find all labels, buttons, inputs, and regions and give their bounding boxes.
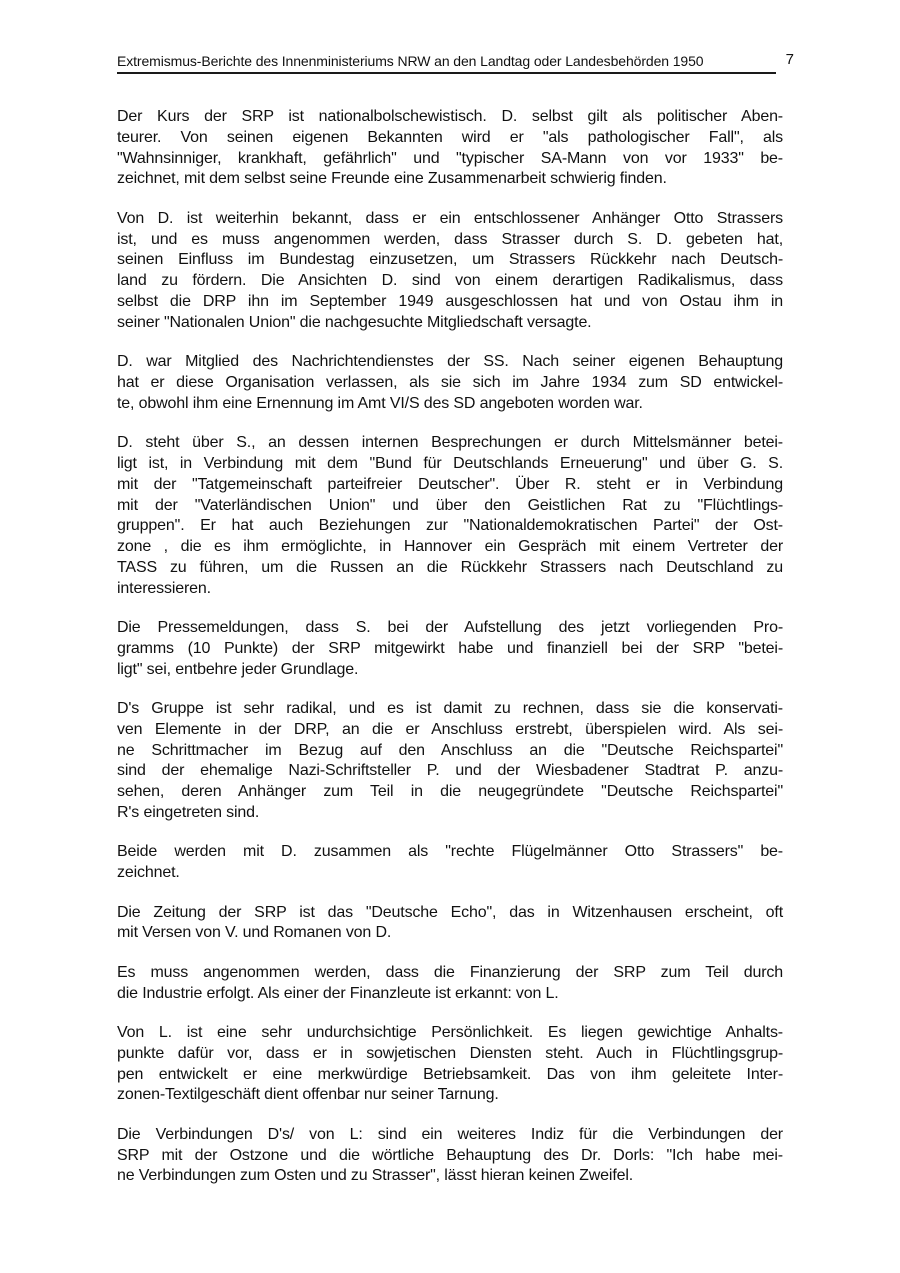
text-line: "Wahnsinniger, krankhaft, gefährlich" und "typischer SA-Mann von vor 1933" be- [117, 149, 783, 167]
document-body [117, 107, 783, 1187]
text-line: gruppen". Er hat auch Beziehungen zur "Nationaldemokratischen Partei" der Ost- [117, 517, 783, 535]
text-line: SRP mit der Ostzone und die wörtliche Behauptung des Dr. Dorls: "Ich habe mei- [117, 1146, 783, 1164]
text-line: zonen-Textilgeschäft dient offenbar nur seiner Tarnung. [117, 1086, 499, 1104]
text-line: D. steht über S., an dessen internen Besprechungen er durch Mittelsmänner betei- [117, 434, 783, 452]
text-line: ven Elemente in der DRP, an die er Anschluss erstrebt, überspielen wird. Als sei- [117, 720, 783, 738]
text-line: mit der "Tatgemeinschaft parteifreier Deutscher". Über R. steht er in Verbindung [117, 475, 783, 493]
paragraph [117, 209, 783, 334]
text-line: sehen, deren Anhänger zum Teil in die neugegründete "Deutsche Reichspartei" [117, 783, 783, 801]
text-line: D's Gruppe ist sehr radikal, und es ist damit zu rechnen, dass sie die konservati- [117, 700, 783, 718]
text-line: zeichnet. [117, 864, 180, 882]
text-line: ne Schrittmacher im Bezug auf den Anschluss an die "Deutsche Reichspartei" [117, 741, 783, 759]
text-line: Die Verbindungen D's/ von L: sind ein weiteres Indiz für die Verbindungen der [117, 1125, 783, 1143]
paragraph [117, 433, 783, 599]
text-line: D. war Mitglied des Nachrichtendienstes der SS. Nach seiner eigenen Behauptung [117, 353, 783, 371]
text-line: pen entwickelt er eine merkwürdige Betriebsamkeit. Das von ihm geleitete Inter- [117, 1065, 783, 1083]
text-line: die Industrie erfolgt. Als einer der Finanzleute ist erkannt: von L. [117, 984, 559, 1002]
paragraph [117, 107, 783, 190]
text-line: sind der ehemalige Nazi-Schriftsteller P. und der Wiesbadener Stadtrat P. anzu- [117, 762, 783, 780]
paragraph [117, 1125, 783, 1187]
page-number: 7 [785, 51, 794, 68]
text-line: Die Pressemeldungen, dass S. bei der Aufstellung des jetzt vorliegenden Pro- [117, 619, 783, 637]
text-line: mit der "Vaterländischen Union" und über den Geistlichen Rat zu "Flüchtlings- [117, 496, 783, 514]
text-line: Von D. ist weiterhin bekannt, dass er ein entschlossener Anhänger Otto Strassers [117, 209, 783, 227]
text-line: ligt" sei, entbehre jeder Grundlage. [117, 660, 359, 678]
text-line: punkte dafür vor, dass er in sowjetischen Diensten steht. Auch in Flüchtlingsgrup- [117, 1044, 783, 1062]
text-line: seinen Einfluss im Bundestag einzusetzen, um Strassers Rückkehr nach Deutsch- [117, 251, 783, 269]
paragraph [117, 842, 783, 884]
text-line: mit Versen von V. und Romanen von D. [117, 924, 392, 942]
text-line: seiner "Nationalen Union" die nachgesuchte Mitgliedschaft versagte. [117, 313, 592, 331]
paragraph [117, 903, 783, 945]
text-line: teurer. Von seinen eigenen Bekannten wird er "als pathologischer Fall", als [117, 128, 783, 146]
text-line: Der Kurs der SRP ist nationalbolschewistisch. D. selbst gilt als politischer Aben- [117, 108, 783, 125]
text-line: te, obwohl ihm eine Ernennung im Amt VI/S des SD angeboten worden war. [117, 394, 643, 412]
text-line: zone , die es ihm ermöglichte, in Hannover ein Gespräch mit einem Vertreter der [117, 538, 783, 556]
text-line: zeichnet, mit dem selbst seine Freunde eine Zusammenarbeit schwierig finden. [117, 170, 667, 188]
text-line: hat er diese Organisation verlassen, als sie sich im Jahre 1934 zum SD entwickel- [117, 373, 783, 391]
text-line: ligt ist, in Verbindung mit dem "Bund für Deutschlands Erneuerung" und über G. S. [117, 454, 783, 472]
text-line: ne Verbindungen zum Osten und zu Strasser", lässt hieran keinen Zweifel. [117, 1167, 634, 1185]
text-line: Von L. ist eine sehr undurchsichtige Persönlichkeit. Es liegen gewichtige Anhalts- [117, 1024, 783, 1042]
paragraph [117, 352, 783, 414]
text-line: TASS zu führen, um die Russen an die Rückkehr Strassers nach Deutschland zu [117, 558, 783, 576]
text-line: Die Zeitung der SRP ist das "Deutsche Echo", das in Witzenhausen erscheint, oft [117, 903, 783, 921]
text-line: interessieren. [117, 579, 211, 597]
text-line: R's eingetreten sind. [117, 804, 260, 822]
paragraph [117, 963, 783, 1005]
text-line: selbst die DRP ihn im September 1949 ausgeschlossen hat und von Ostau ihm in [117, 292, 783, 310]
running-header-title: Extremismus-Berichte des Innenministeriums NRW an den Landtag oder Landesbehörden 1950 [117, 53, 776, 74]
paragraph [117, 699, 783, 824]
text-line: Beide werden mit D. zusammen als "rechte Flügelmänner Otto Strassers" be- [117, 843, 783, 861]
text-line: Es muss angenommen werden, dass die Finanzierung der SRP zum Teil durch [117, 963, 783, 981]
page-header [117, 52, 794, 74]
paragraph [117, 1023, 783, 1106]
text-line: land zu fördern. Die Ansichten D. sind von einem derartigen Radikalismus, dass [117, 272, 783, 290]
text-line: ist, und es muss angenommen werden, dass Strasser durch S. D. gebeten hat, [117, 230, 783, 248]
paragraph [117, 618, 783, 680]
text-line: gramms (10 Punkte) der SRP mitgewirkt habe und finanziell bei der SRP "betei- [117, 639, 783, 657]
